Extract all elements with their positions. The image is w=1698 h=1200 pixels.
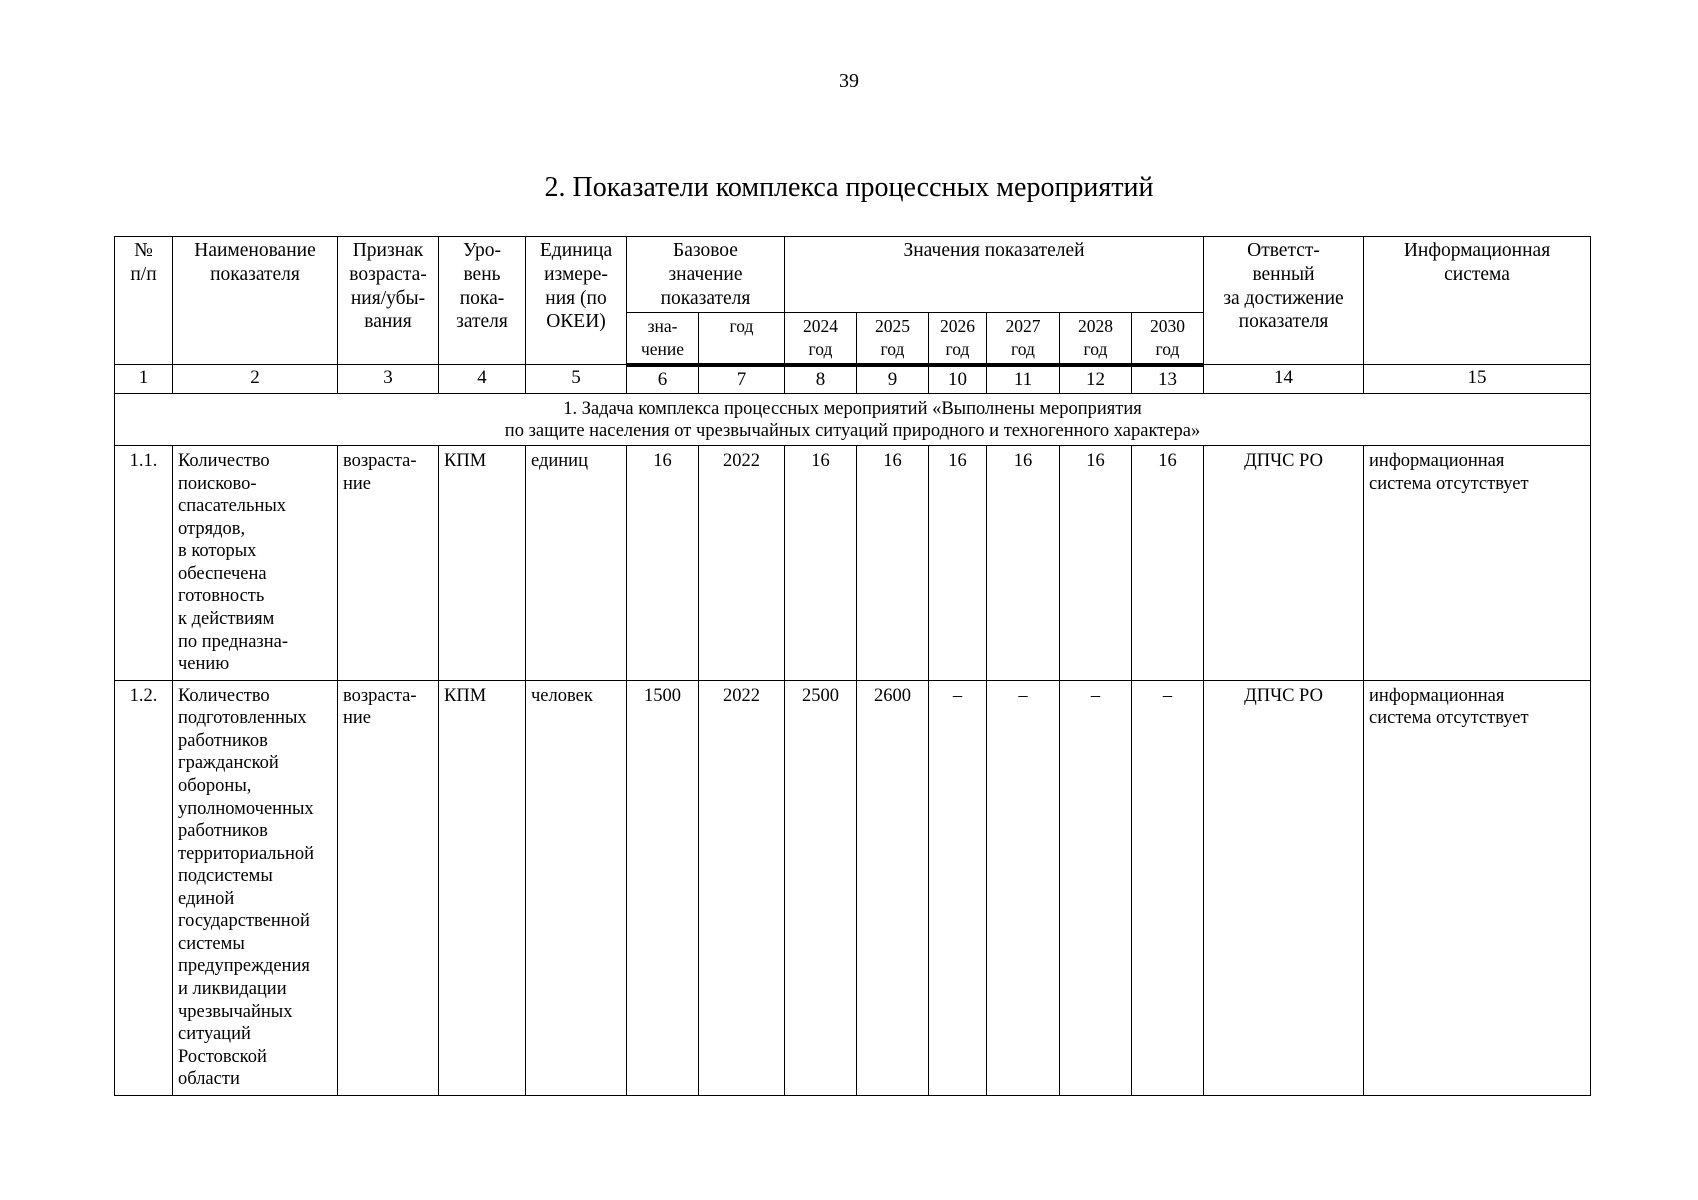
column-number: 7 — [699, 365, 785, 393]
value-2026: 16 — [929, 446, 987, 681]
indicators-table — [114, 236, 1591, 1096]
column-number: 12 — [1060, 365, 1132, 393]
header-year-2025: 2025 год — [857, 313, 929, 365]
indicator-sign: возраста- ние — [338, 680, 439, 1095]
header-base: Базовое значение показателя — [627, 237, 785, 313]
value-2027: 16 — [987, 446, 1060, 681]
header-level: Уро- вень пока- зателя — [439, 237, 526, 365]
column-numbers-row — [115, 365, 1591, 393]
header-base-value: зна- чение — [627, 313, 699, 365]
base-year: 2022 — [699, 680, 785, 1095]
info-system: информационная система отсутствует — [1364, 446, 1591, 681]
row-number: 1.2. — [115, 680, 173, 1095]
base-value: 16 — [627, 446, 699, 681]
column-number: 1 — [115, 365, 173, 393]
header-year-2030: 2030 год — [1132, 313, 1204, 365]
section-title: 1. Задача комплекса процессных мероприятий «Выполнены мероприятия по защите населения от чрезвычайных ситуаций природного и техногенного характера» — [115, 393, 1591, 445]
column-number: 13 — [1132, 365, 1204, 393]
header-num: № п/п — [115, 237, 173, 365]
indicator-level: КПМ — [439, 446, 526, 681]
value-2025: 2600 — [857, 680, 929, 1095]
header-year-2028: 2028 год — [1060, 313, 1132, 365]
value-2028: 16 — [1060, 446, 1132, 681]
section-row — [115, 393, 1591, 445]
value-2027: – — [987, 680, 1060, 1095]
value-2030: 16 — [1132, 446, 1204, 681]
header-row — [115, 237, 1591, 313]
value-2030: – — [1132, 680, 1204, 1095]
responsible: ДПЧС РО — [1204, 446, 1364, 681]
header-unit: Единица измере- ния (по ОКЕИ) — [526, 237, 627, 365]
value-2025: 16 — [857, 446, 929, 681]
indicator-level: КПМ — [439, 680, 526, 1095]
base-value: 1500 — [627, 680, 699, 1095]
indicator-name: Количество подготовленных работников гражданской обороны, уполномоченных работников территориальной подсистемы единой государственной системы предупреждения и ликвидации чрезвычайных ситуаций Ростовской области — [173, 680, 338, 1095]
column-number: 14 — [1204, 365, 1364, 393]
indicator-unit: человек — [526, 680, 627, 1095]
column-number: 6 — [627, 365, 699, 393]
column-number: 3 — [338, 365, 439, 393]
header-base-year: год — [699, 313, 785, 365]
table-row — [115, 680, 1591, 1095]
header-year-2027: 2027 год — [987, 313, 1060, 365]
base-year: 2022 — [699, 446, 785, 681]
column-number: 11 — [987, 365, 1060, 393]
header-values: Значения показателей — [785, 237, 1204, 313]
header-year-2024: 2024 год — [785, 313, 857, 365]
column-number: 9 — [857, 365, 929, 393]
indicator-name: Количество поисково- спасательных отрядов, в которых обеспечена готовность к действиям по предназна- чению — [173, 446, 338, 681]
indicator-unit: единиц — [526, 446, 627, 681]
value-2024: 16 — [785, 446, 857, 681]
value-2024: 2500 — [785, 680, 857, 1095]
column-number: 2 — [173, 365, 338, 393]
info-system: информационная система отсутствует — [1364, 680, 1591, 1095]
column-number: 10 — [929, 365, 987, 393]
value-2028: – — [1060, 680, 1132, 1095]
column-number: 8 — [785, 365, 857, 393]
table-row — [115, 446, 1591, 681]
responsible: ДПЧС РО — [1204, 680, 1364, 1095]
column-number: 5 — [526, 365, 627, 393]
page-title: 2. Показатели комплекса процессных мероприятий — [544, 172, 1154, 203]
header-year-2026: 2026 год — [929, 313, 987, 365]
header-responsible: Ответст- венный за достижение показателя — [1204, 237, 1364, 365]
row-number: 1.1. — [115, 446, 173, 681]
indicator-sign: возраста- ние — [338, 446, 439, 681]
header-info-system: Информационная система — [1364, 237, 1591, 365]
value-2026: – — [929, 680, 987, 1095]
header-name: Наименование показателя — [173, 237, 338, 365]
header-sign: Признак возраста- ния/убы- вания — [338, 237, 439, 365]
column-number: 15 — [1364, 365, 1591, 393]
column-number: 4 — [439, 365, 526, 393]
page-number: 39 — [839, 70, 859, 92]
